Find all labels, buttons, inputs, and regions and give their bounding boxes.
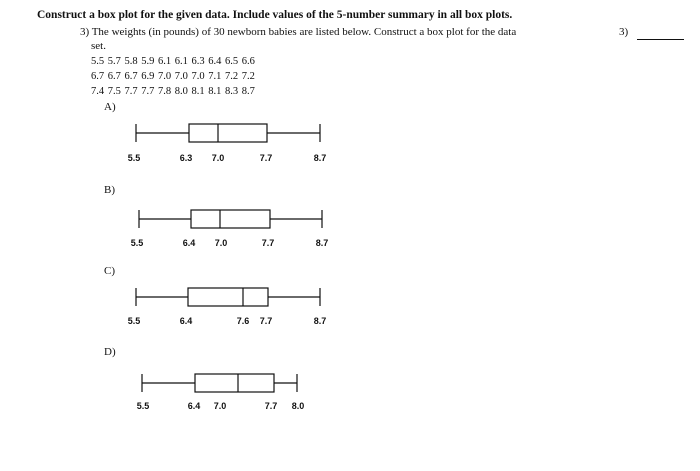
data-row-3: 7.4 7.5 7.7 7.7 7.8 8.0 8.1 8.1 8.3 8.7	[91, 86, 255, 97]
summary-value-label: 7.7	[261, 238, 275, 248]
summary-value-label: 8.0	[291, 401, 305, 411]
summary-value-label: 7.0	[213, 401, 227, 411]
summary-value-label: 7.6	[236, 316, 250, 326]
question-number: 3)	[619, 26, 629, 38]
iqr-box	[195, 374, 274, 392]
iqr-box	[188, 288, 268, 306]
question-text-continued: set.	[91, 40, 106, 52]
summary-value-label: 5.5	[127, 316, 141, 326]
option-a-label: A)	[104, 101, 116, 113]
summary-value-label: 5.5	[127, 153, 141, 163]
instructions: Construct a box plot for the given data. Include values of the 5-number summary in all box plots.	[37, 9, 513, 21]
summary-value-label: 8.7	[315, 238, 329, 248]
summary-value-label: 5.5	[130, 238, 144, 248]
summary-value-label: 6.4	[187, 401, 201, 411]
summary-value-label: 6.4	[182, 238, 196, 248]
data-row-2: 6.7 6.7 6.7 6.9 7.0 7.0 7.0 7.1 7.2 7.2	[91, 71, 255, 82]
summary-value-label: 7.7	[259, 316, 273, 326]
data-row-1: 5.5 5.7 5.8 5.9 6.1 6.1 6.3 6.4 6.5 6.6	[91, 56, 255, 67]
summary-value-label: 8.7	[313, 316, 327, 326]
question-text: 3) The weights (in pounds) of 30 newborn babies are listed below. Construct a box plot for the data	[80, 26, 517, 38]
option-c-label: C)	[104, 265, 115, 277]
summary-value-label: 7.7	[264, 401, 278, 411]
option-b-label: B)	[104, 184, 115, 196]
option-d-label: D)	[104, 346, 116, 358]
summary-value-label: 6.3	[179, 153, 193, 163]
iqr-box	[189, 124, 267, 142]
summary-value-label: 6.4	[179, 316, 193, 326]
answer-blank[interactable]	[637, 39, 684, 40]
summary-value-label: 7.0	[211, 153, 225, 163]
summary-value-label: 5.5	[136, 401, 150, 411]
summary-value-label: 7.0	[214, 238, 228, 248]
summary-value-label: 8.7	[313, 153, 327, 163]
summary-value-label: 7.7	[259, 153, 273, 163]
iqr-box	[191, 210, 270, 228]
